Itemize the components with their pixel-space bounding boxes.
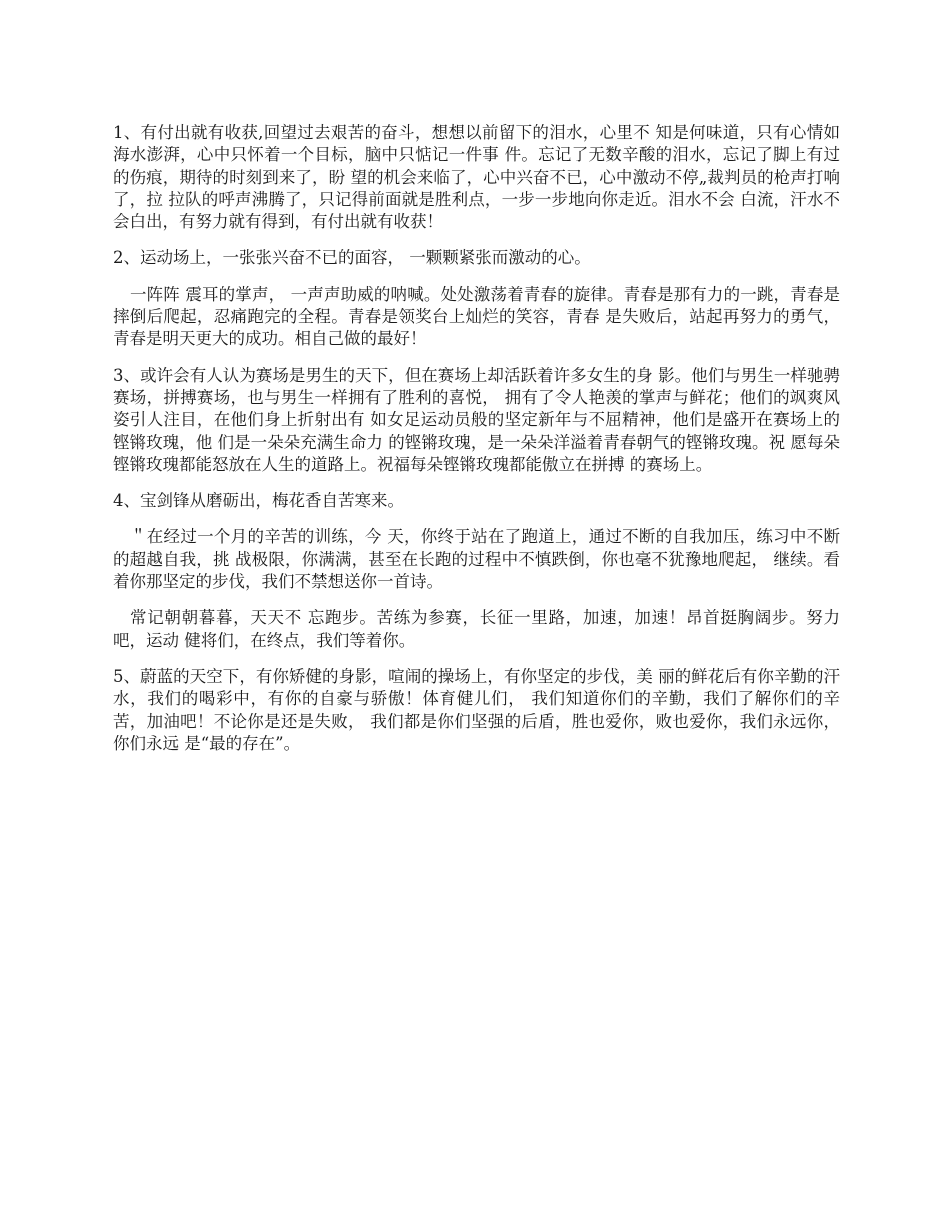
paragraph-8: 5、蔚蓝的天空下，有你矫健的身影，喧闹的操场上，有你坚定的步伐，美 丽的鲜花后有你辛勤的汗水，我们的喝彩中，有你的自豪与骄傲！体育健儿们， 我们知道你们的辛勤，我们了解你们的辛苦，加油吧！不论你是还是失败， 我们都是你们坚强的后盾，胜也爱你，败也爱你，我们永远你，你们永远 是“最的存在”。 xyxy=(113,666,840,753)
paragraph-7: 常记朝朝暮暮，天天不 忘跑步。苦练为参赛，长征一里路，加速，加速！昂首挺胸阔步。努力吧，运动 健将们，在终点，我们等着你。 xyxy=(113,608,840,650)
paragraph-6: ＂在经过一个月的辛苦的训练，今 天，你终于站在了跑道上，通过不断的自我加压，练习中不断的超越自我，挑 战极限，你满满，甚至在长跑的过程中不慎跌倒，你也毫不犹豫地爬起， 继续。看着你那坚定的步伐，我们不禁想送你一首诗。 xyxy=(113,527,840,592)
paragraph-4: 3、或许会有人认为赛场是男生的天下，但在赛场上却活跃着许多女生的身 影。他们与男生一样驰骋赛场，拼搏赛场，也与男生一样拥有了胜利的喜悦， 拥有了令人艳羡的掌声与鲜花；他们的飒爽风姿引人注目，在他们身上折射出有 如女足运动员般的坚定新年与不屈精神，他们是盛开在赛场上的铿锵玫瑰，他 们是一朵朵充满生命力 的铿锵玫瑰，是一朵朵洋溢着青春朝气的铿锵玫瑰。祝 愿每朵铿锵玫瑰都能怒放在人生的道路上。祝福每朵铿锵玫瑰都能傲立在拼搏 的赛场上。 xyxy=(113,365,840,474)
document-body xyxy=(113,122,840,769)
paragraph-2: 2、运动场上，一张张兴奋不已的面容， 一颗颗紧张而激动的心。 xyxy=(113,248,591,268)
paragraph-5: 4、宝剑锋从磨砺出，梅花香自苦寒来。 xyxy=(113,491,404,511)
paragraph-1: 1、有付出就有收获,回望过去艰苦的奋斗，想想以前留下的泪水，心里不 知是何味道，只有心情如海水澎湃，心中只怀着一个目标，脑中只惦记一件事 件。忘记了无数辛酸的泪水，忘记了脚上有过的伤痕，期待的时刻到来了，盼 望的机会来临了，心中兴奋不已，心中激动不停„裁判员的枪声打响了，拉 拉队的呼声沸腾了，只记得前面就是胜利点，一步一步地向你走近。泪水不会 白流，汗水不会白出，有努力就有得到，有付出就有收获！ xyxy=(113,123,840,232)
paragraph-3: 一阵阵 震耳的掌声， 一声声助威的呐喊。处处激荡着青春的旋律。青春是那有力的一跳，青春是摔倒后爬起，忍痛跑完的全程。青春是领奖台上灿烂的笑容，青春 是失败后，站起再努力的勇气，青春是明天更大的成功。相自己做的最好！ xyxy=(113,284,840,349)
